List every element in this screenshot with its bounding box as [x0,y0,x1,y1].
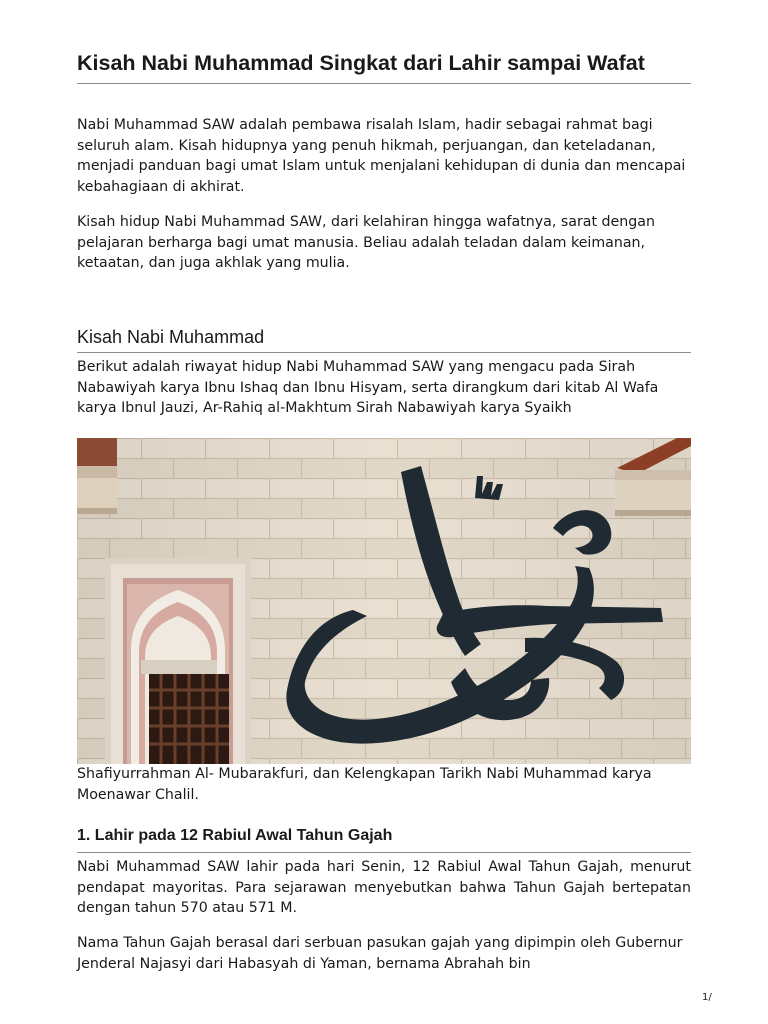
subsection-paragraph-1: Nabi Muhammad SAW lahir pada hari Senin, 12 Rabiul Awal Tahun Gajah, menurut pendapat mayoritas. Para sejarawan menyebutkan bahwa Tahun Gajah bertepatan dengan tahun 570 atau 571 M. [77,859,691,917]
section-rule [77,352,691,353]
page-number: 1/ [702,992,712,1003]
calligraphy-photo [77,438,691,764]
subsection-rule [77,852,691,853]
subsection-paragraph-2: Nama Tahun Gajah berasal dari serbuan pasukan gajah yang dipimpin oleh Gubernur Jenderal Najasyi dari Habasyah di Yaman, bernama Abrahah bin [77,935,683,972]
section-heading: Kisah Nabi Muhammad [77,327,265,347]
muhammad-calligraphy-wall-photo-icon [77,438,691,764]
section-paragraph-after-image: Shafiyurrahman Al- Mubarakfuri, dan Kelengkapan Tarikh Nabi Muhammad karya Moenawar Chalil. [77,766,652,803]
title-rule [77,83,691,84]
section-paragraph-before-image: Berikut adalah riwayat hidup Nabi Muhammad SAW yang mengacu pada Sirah Nabawiyah karya Ibnu Ishaq dan Ibnu Hisyam, serta dirangkum dari kitab Al Wafa karya Ibnul Jauzi, Ar-Rahiq al-Makhtum Sirah Nabawiyah karya Syaikh [77,359,659,417]
intro-paragraph-2: Kisah hidup Nabi Muhammad SAW, dari kelahiran hingga wafatnya, sarat dengan pelajaran berharga bagi umat manusia. Beliau adalah teladan dalam keimanan, ketaatan, dan juga akhlak yang mulia. [77,214,655,272]
document-title: Kisah Nabi Muhammad Singkat dari Lahir sampai Wafat [77,51,645,75]
subsection-heading: 1. Lahir pada 12 Rabiul Awal Tahun Gajah [77,827,393,844]
intro-paragraph-1: Nabi Muhammad SAW adalah pembawa risalah Islam, hadir sebagai rahmat bagi seluruh alam. Kisah hidupnya yang penuh hikmah, perjuangan, dan keteladanan, menjadi panduan bagi umat Islam untuk menjalani kehidupan di dunia dan mencapai kebahagiaan di akhirat. [77,117,686,195]
